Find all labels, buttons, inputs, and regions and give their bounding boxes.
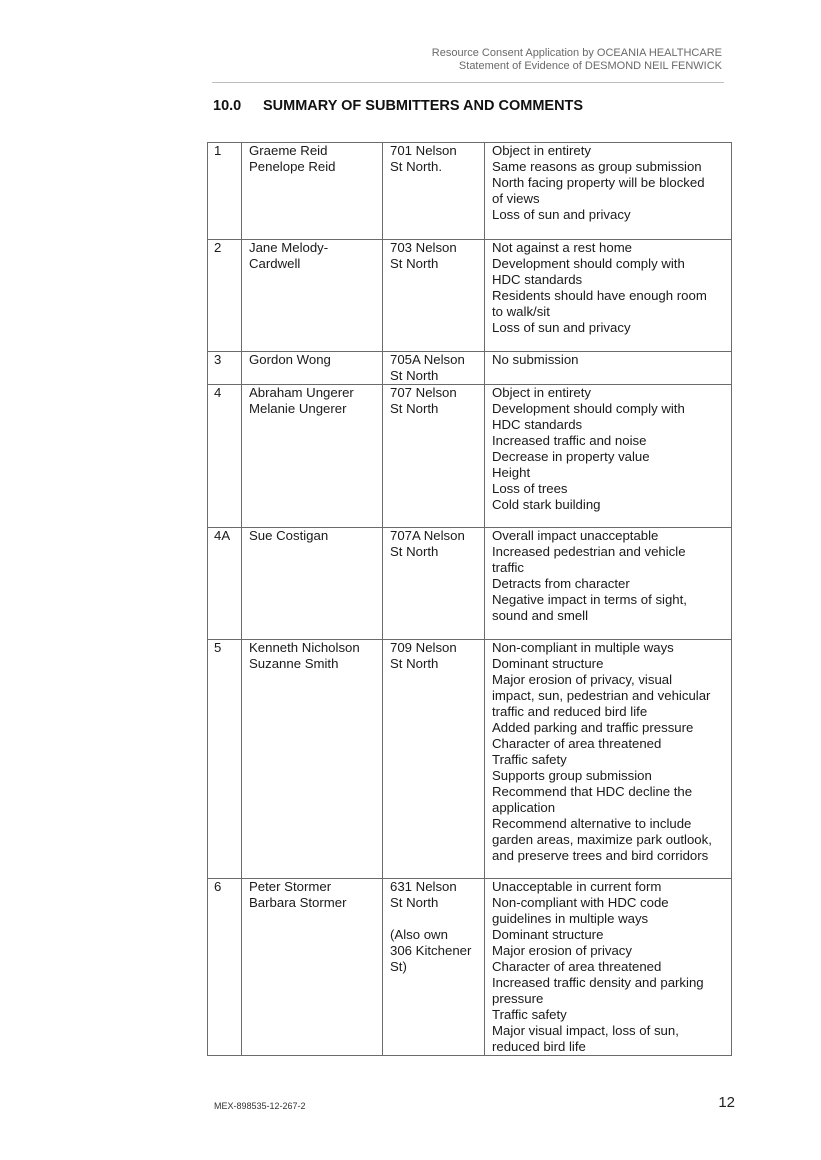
address-line: St North xyxy=(390,368,439,383)
comment-line: HDC standards xyxy=(492,417,583,432)
submitter-comments xyxy=(485,528,732,640)
comment-line: Non-compliant with HDC code xyxy=(492,895,669,910)
submitter-address xyxy=(383,240,485,352)
comment-line: Recommend alternative to include xyxy=(492,816,692,831)
comment-line: sound and smell xyxy=(492,608,589,623)
submitter-name: Abraham Ungerer xyxy=(249,385,354,400)
table-row xyxy=(208,385,732,528)
comment-line: Dominant structure xyxy=(492,656,604,671)
comment-line: Character of area threatened xyxy=(492,959,662,974)
address-line: 709 Nelson xyxy=(390,640,457,655)
address-line: 707A Nelson xyxy=(390,528,465,543)
comment-line: Increased traffic density and parking xyxy=(492,975,704,990)
comment-line: Object in entirety xyxy=(492,385,591,400)
table-row xyxy=(208,143,732,240)
comment-line: Same reasons as group submission xyxy=(492,159,702,174)
submitter-name: Kenneth Nicholson xyxy=(249,640,360,655)
submitter-names xyxy=(242,879,383,1056)
submitter-comments xyxy=(485,879,732,1056)
comment-line: application xyxy=(492,800,556,815)
table-row xyxy=(208,528,732,640)
comment-line: Not against a rest home xyxy=(492,240,633,255)
comment-line: Increased pedestrian and vehicle xyxy=(492,544,686,559)
submitter-name: Barbara Stormer xyxy=(249,895,347,910)
comment-line: pressure xyxy=(492,991,544,1006)
submitter-comments xyxy=(485,240,732,352)
comment-line: Development should comply with xyxy=(492,256,685,271)
submitter-comments xyxy=(485,385,732,528)
submitter-address xyxy=(383,879,485,1056)
comment-line: garden areas, maximize park outlook, xyxy=(492,832,712,847)
comment-line: Detracts from character xyxy=(492,576,630,591)
submitter-names xyxy=(242,352,383,385)
address-line: 707 Nelson xyxy=(390,385,457,400)
comment-line: Traffic safety xyxy=(492,1007,567,1022)
comment-line: Cold stark building xyxy=(492,497,601,512)
address-line: 701 Nelson xyxy=(390,143,457,158)
submitter-address xyxy=(383,640,485,879)
section-heading xyxy=(213,98,583,114)
comment-line: Character of area threatened xyxy=(492,736,662,751)
comment-line: traffic and reduced bird life xyxy=(492,704,648,719)
comment-line: Object in entirety xyxy=(492,143,591,158)
running-header xyxy=(432,47,722,73)
comment-line: Loss of sun and privacy xyxy=(492,207,631,222)
comment-line: Loss of sun and privacy xyxy=(492,320,631,335)
comment-line: Negative impact in terms of sight, xyxy=(492,592,687,607)
comment-line: Recommend that HDC decline the xyxy=(492,784,693,799)
table-row xyxy=(208,240,732,352)
submitter-comments xyxy=(485,352,732,385)
submitter-number: 5 xyxy=(208,640,242,879)
submitter-name: Sue Costigan xyxy=(249,528,329,543)
section-title: SUMMARY OF SUBMITTERS AND COMMENTS xyxy=(263,98,584,114)
submitter-address xyxy=(383,528,485,640)
table-row xyxy=(208,640,732,879)
submitter-name: Peter Stormer xyxy=(249,879,332,894)
comment-line: HDC standards xyxy=(492,272,583,287)
address-line: St North xyxy=(390,256,439,271)
comment-line: Unacceptable in current form xyxy=(492,879,662,894)
comment-line: reduced bird life xyxy=(492,1039,586,1054)
submitter-name: Jane Melody- xyxy=(249,240,329,255)
submitter-address xyxy=(383,352,485,385)
address-line: 703 Nelson xyxy=(390,240,457,255)
page-number: 12 xyxy=(718,1094,735,1111)
submitter-number: 4A xyxy=(208,528,242,640)
comment-line: No submission xyxy=(492,352,579,367)
header-line-application: Resource Consent Application by OCEANIA HEALTHCARE xyxy=(431,47,722,59)
address-line: 705A Nelson xyxy=(390,352,465,367)
submitter-comments xyxy=(485,640,732,879)
comment-line: traffic xyxy=(492,560,525,575)
address-line: St North xyxy=(390,401,439,416)
submitter-names xyxy=(242,385,383,528)
address-line: St) xyxy=(390,959,407,974)
submitter-name: Gordon Wong xyxy=(249,352,331,367)
comment-line: Increased traffic and noise xyxy=(492,433,647,448)
submitter-name: Cardwell xyxy=(249,256,301,271)
submitters-table xyxy=(207,142,732,1056)
comment-line: Supports group submission xyxy=(492,768,652,783)
address-line: (Also own xyxy=(390,927,448,942)
submitter-address xyxy=(383,143,485,240)
address-line: 306 Kitchener xyxy=(390,943,472,958)
submitter-number: 6 xyxy=(208,879,242,1056)
comment-line: of views xyxy=(492,191,540,206)
submitter-number: 2 xyxy=(208,240,242,352)
address-spacer xyxy=(390,911,482,927)
submitter-name: Graeme Reid xyxy=(249,143,328,158)
header-line-evidence: Statement of Evidence of DESMOND NEIL FENWICK xyxy=(458,60,722,72)
header-divider xyxy=(212,82,724,83)
document-reference: MEX-898535-12-267-2 xyxy=(214,1101,306,1111)
submitter-name: Penelope Reid xyxy=(249,159,336,174)
comment-line: Loss of trees xyxy=(492,481,568,496)
submitter-comments xyxy=(485,143,732,240)
comment-line: Major erosion of privacy xyxy=(492,943,632,958)
section-number: 10.0 xyxy=(213,98,242,114)
comment-line: Development should comply with xyxy=(492,401,685,416)
address-line: 631 Nelson xyxy=(390,879,457,894)
comment-line: impact, sun, pedestrian and vehicular xyxy=(492,688,711,703)
comment-line: Decrease in property value xyxy=(492,449,650,464)
comment-line: Major erosion of privacy, visual xyxy=(492,672,673,687)
submitter-names xyxy=(242,143,383,240)
comment-line: Traffic safety xyxy=(492,752,567,767)
comment-line: North facing property will be blocked xyxy=(492,175,705,190)
table-row xyxy=(208,352,732,385)
comment-line: to walk/sit xyxy=(492,304,550,319)
address-line: St North xyxy=(390,544,439,559)
submitter-names xyxy=(242,240,383,352)
comment-line: Added parking and traffic pressure xyxy=(492,720,694,735)
submitter-names xyxy=(242,640,383,879)
address-line: St North xyxy=(390,656,439,671)
address-line: St North xyxy=(390,895,439,910)
comment-line: Non-compliant in multiple ways xyxy=(492,640,674,655)
address-line: St North. xyxy=(390,159,443,174)
submitter-names xyxy=(242,528,383,640)
submitter-name: Suzanne Smith xyxy=(249,656,339,671)
comment-line: Height xyxy=(492,465,531,480)
comment-line: guidelines in multiple ways xyxy=(492,911,649,926)
submitter-name: Melanie Ungerer xyxy=(249,401,347,416)
submitter-address xyxy=(383,385,485,528)
comment-line: Overall impact unacceptable xyxy=(492,528,659,543)
submitter-number: 4 xyxy=(208,385,242,528)
submitter-number: 1 xyxy=(208,143,242,240)
submitter-number: 3 xyxy=(208,352,242,385)
comment-line: Dominant structure xyxy=(492,927,604,942)
comment-line: Residents should have enough room xyxy=(492,288,707,303)
comment-line: and preserve trees and bird corridors xyxy=(492,848,709,863)
table-row xyxy=(208,879,732,1056)
comment-line: Major visual impact, loss of sun, xyxy=(492,1023,679,1038)
